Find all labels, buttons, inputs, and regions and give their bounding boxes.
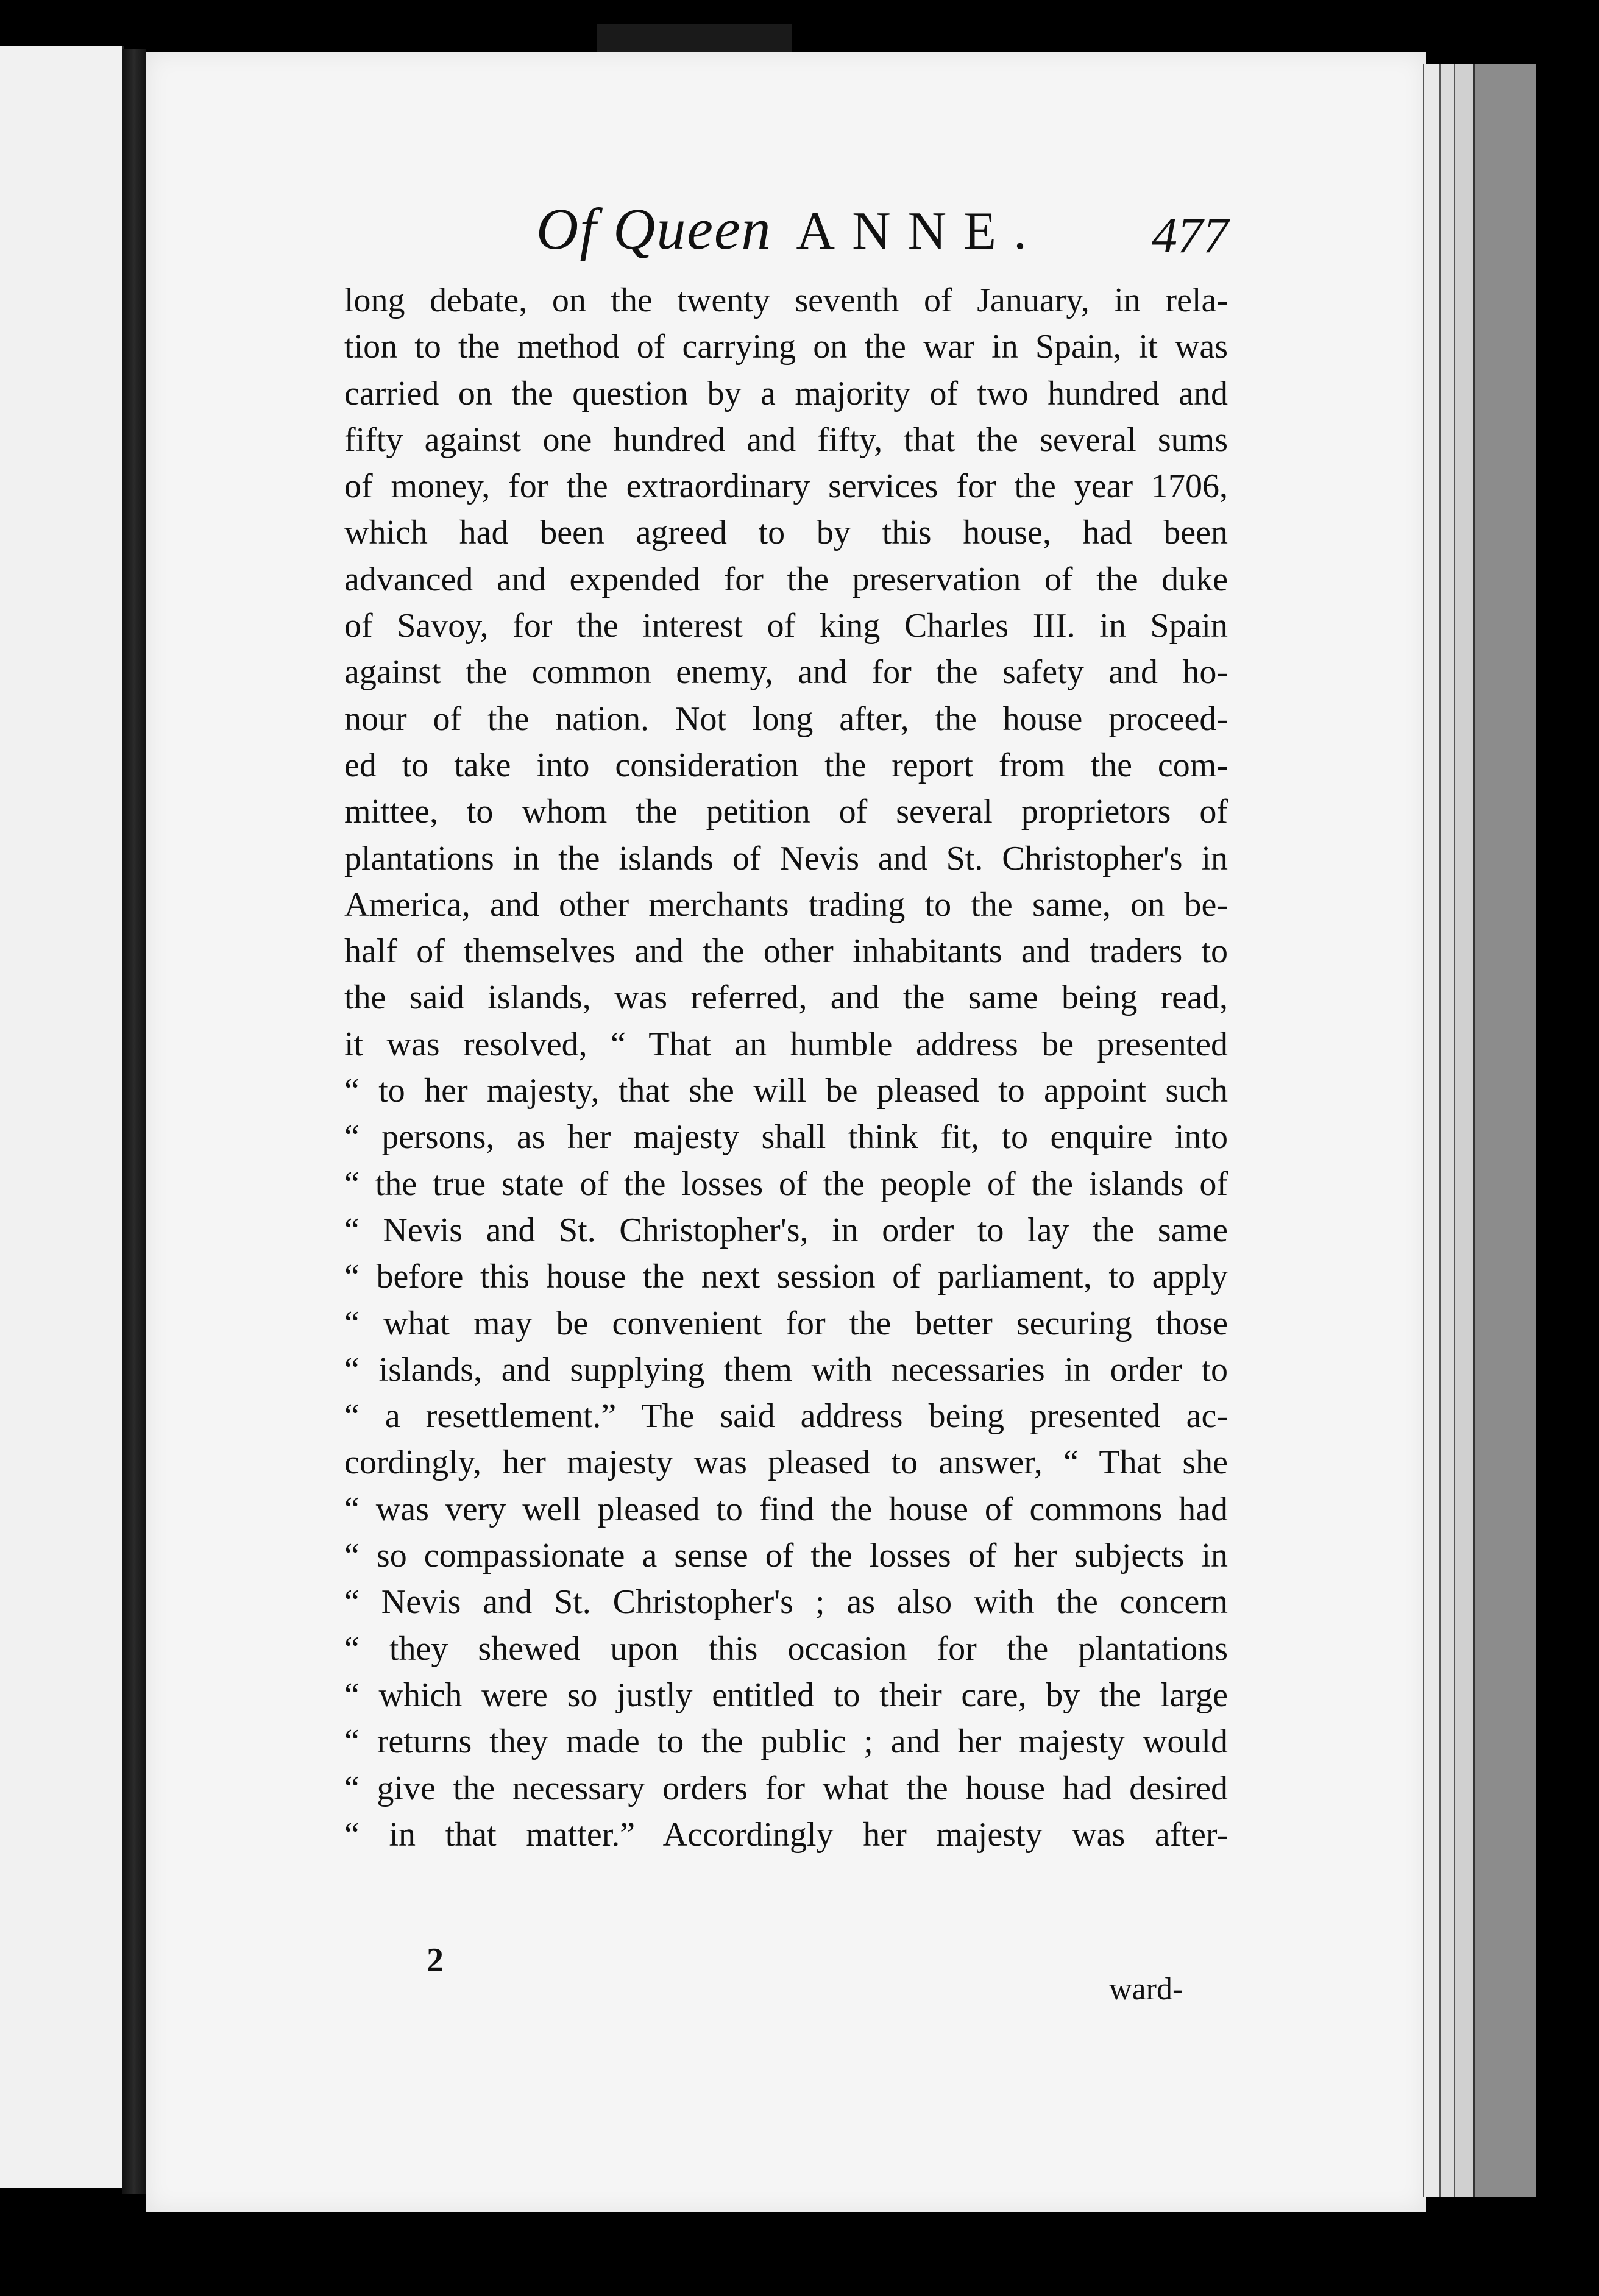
text-line: “ give the necessary orders for what the house had desired [344,1769,1228,1807]
text-line: America, and other merchants trading to the same, on be- [344,885,1228,924]
text-line: long debate, on the twenty seventh of January, in rela- [344,282,1228,319]
text-line: “ was very well pleased to find the house of commons had [344,1490,1228,1528]
page-header [536,195,1268,274]
text-line: cordingly, her majesty was pleased to answer, “ That she [344,1444,1228,1482]
page-number: 477 [1152,207,1228,264]
text-line: “ persons, as her majesty shall think fit, to enquire into [344,1118,1228,1157]
catchword: ward- [1109,1972,1183,2007]
text-line: advanced and expended for the preservation of the duke [344,560,1228,598]
running-head [536,195,1044,263]
text-line: “ before this house the next session of parliament, to apply [344,1258,1228,1296]
text-line: “ the true state of the losses of the people of the islands of [344,1164,1228,1203]
top-binding-strip [597,24,792,52]
body-text [344,277,1228,1858]
text-line: “ a resettlement.” The said address being presented ac- [344,1397,1228,1436]
text-line: “ what may be convenient for the better securing those [344,1304,1228,1342]
text-line: plantations in the islands of Nevis and St. Christopher's in [344,839,1228,877]
text-line: “ Nevis and St. Christopher's ; as also with the concern [344,1583,1228,1621]
page-edge [1439,64,1454,2197]
text-line: ed to take into consideration the report from the com- [344,746,1228,784]
text-line: mittee, to whom the petition of several proprietors of [344,793,1228,831]
text-line: “ islands, and supplying them with necessaries in order to [344,1350,1228,1389]
text-line: “ returns they made to the public ; and her majesty would [344,1723,1228,1761]
book-cover-edge [1473,64,1536,2197]
book-gutter [122,49,146,2194]
page-edge [1454,64,1473,2197]
text-line: half of themselves and the other inhabitants and traders to [344,932,1228,971]
running-head-prefix: Of Queen [536,196,772,261]
facing-page [0,46,124,2188]
text-line: fifty against one hundred and fifty, that the several sums [344,420,1228,459]
signature-mark: 2 [427,1941,444,1979]
text-line: it was resolved, “ That an humble address be presented [344,1025,1228,1063]
text-line: carried on the question by a majority of two hundred and [344,374,1228,413]
text-line: tion to the method of carrying on the war in Spain, it was [344,328,1228,366]
text-line: “ Nevis and St. Christopher's, in order to lay the same [344,1211,1228,1249]
text-line: “ they shewed upon this occasion for the plantations [344,1629,1228,1668]
text-line: of money, for the extraordinary services for the year 1706, [344,467,1228,506]
text-line: the said islands, was referred, and the same being read, [344,979,1228,1017]
text-line: nour of the nation. Not long after, the house proceed- [344,700,1228,738]
text-line: “ so compassionate a sense of the losses of her subjects in [344,1537,1228,1575]
text-line: “ which were so justly entitled to their care, by the large [344,1676,1228,1714]
text-line: against the common enemy, and for the safety and ho- [344,653,1228,692]
text-line: which had been agreed to by this house, had been [344,514,1228,552]
text-line: “ to her majesty, that she will be pleased to appoint such [344,1072,1228,1110]
text-line: “ in that matter.” Accordingly her majesty was after- [344,1815,1228,1854]
page-edge [1423,64,1439,2197]
running-head-title: ANNE. [796,202,1044,261]
text-line: of Savoy, for the interest of king Charles III. in Spain [344,607,1228,645]
